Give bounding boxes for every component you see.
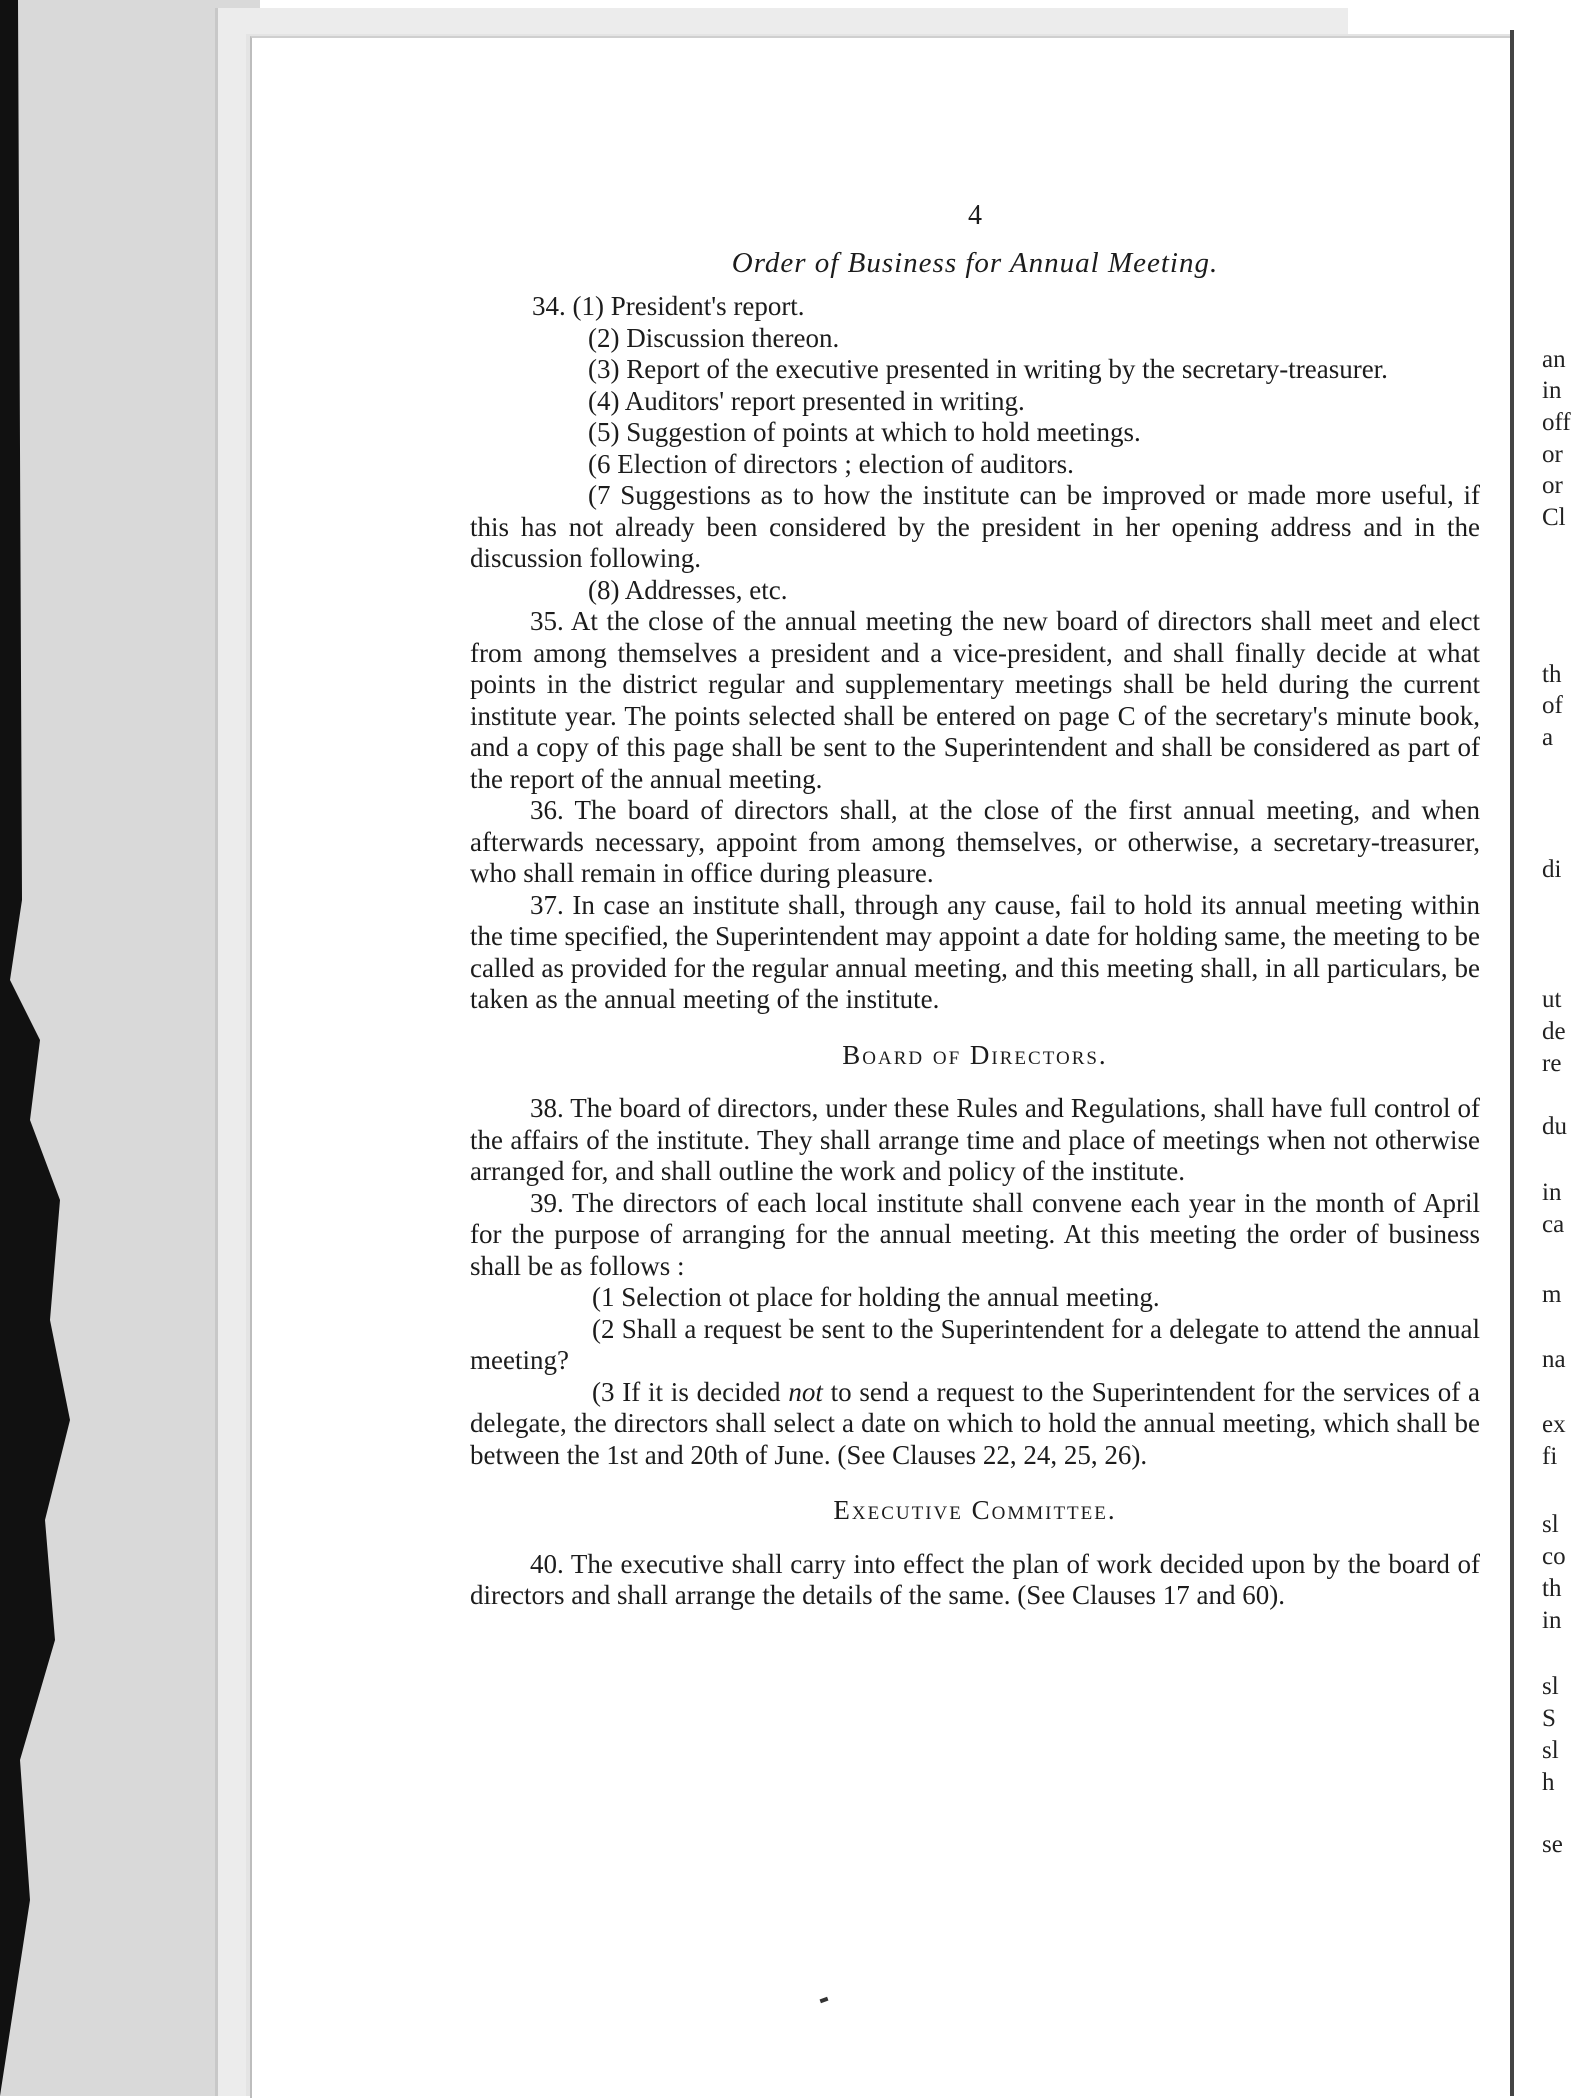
facing-page-fragment: th: [1542, 1575, 1562, 1602]
item-39-1: (1 Selection ot place for holding the annual meeting.: [592, 1282, 1160, 1312]
facing-page-fragment: an: [1542, 346, 1566, 373]
facing-page-fragment: fi: [1542, 1443, 1558, 1470]
facing-page-fragment: in: [1542, 1179, 1562, 1206]
item-39-3-pre: (3 If it is decided: [592, 1376, 789, 1407]
facing-page-fragment: re: [1542, 1050, 1562, 1077]
facing-page-fragment: du: [1542, 1113, 1567, 1140]
clause-35: 35. At the close of the annual meeting the new board of directors shall meet and elect from among themselves a president and a vice-president, and shall finally decide at what points in the district regular and supplementary meetings shall be held during the current institute year. The points selected shall be entered on page C of the secretary's minute book, and a copy of this page shall be sent to the Superintendent and shall be considered as part of the report of the annual meeting.: [470, 606, 1480, 794]
item-34-4: (4) Auditors' report presented in writing.: [588, 385, 1025, 416]
facing-page-fragment: in: [1542, 1607, 1562, 1634]
facing-page-fragment: off: [1542, 409, 1571, 436]
clause-40: 40. The executive shall carry into effect the plan of work decided upon by the board of directors and shall arrange the details of the same. (See Clauses 17 and 60).: [470, 1548, 1480, 1610]
facing-page-fragment: sl: [1542, 1737, 1559, 1764]
clause-39: 39. The directors of each local institute shall convene each year in the month of April for the purpose of arranging for the annual meeting. At this meeting the order of business shall be as follows :: [470, 1187, 1480, 1281]
facing-page-fragment: or: [1542, 472, 1563, 499]
facing-page-fragment: de: [1542, 1018, 1566, 1045]
clause-37: 37. In case an institute shall, through any cause, fail to hold its annual meeting within the time specified, the Superintendent may appoint a date for holding same, the meeting to be called as provided for the regular annual meeting, and this meeting shall, in all particulars, be taken as the annual meeting of the institute.: [470, 889, 1480, 1014]
page-number: 4: [968, 200, 982, 231]
facing-page-fragment: th: [1542, 661, 1562, 688]
facing-page-fragment: na: [1542, 1346, 1566, 1373]
clause-38: 38. The board of directors, under these Rules and Regulations, shall have full control of the affairs of the institute. They shall arrange time and place of meetings when not otherwise arranged for, and shall outline the work and policy of the institute.: [470, 1093, 1480, 1186]
facing-page-fragment: ex: [1542, 1411, 1566, 1438]
item-34-1: 34. (1) President's report.: [532, 291, 805, 321]
item-34-2: (2) Discussion thereon.: [588, 322, 840, 353]
heading-board-of-directors: Board of Directors.: [842, 1039, 1108, 1070]
heading-executive-committee: Executive Committee.: [833, 1495, 1117, 1525]
item-39-3-emphasis: not: [788, 1376, 823, 1407]
facing-page-fragment: of: [1542, 692, 1563, 719]
torn-page-edge: [0, 0, 80, 2096]
facing-page-fragment: h: [1542, 1769, 1555, 1796]
page-content: [470, 200, 1480, 1612]
facing-page-fragment: sl: [1542, 1511, 1559, 1538]
facing-page-fragment: in: [1542, 377, 1562, 404]
facing-page-fragment: a: [1542, 724, 1554, 751]
facing-page-fragment: sl: [1542, 1673, 1559, 1700]
item-34-6: (6 Election of directors ; election of auditors.: [588, 448, 1074, 479]
facing-page-fragment: se: [1542, 1831, 1563, 1858]
item-34-5: (5) Suggestion of points at which to hold meetings.: [588, 417, 1141, 447]
item-34-3: (3) Report of the executive presented in writing by the secretary-treasurer.: [588, 354, 1388, 384]
clause-36: 36. The board of directors shall, at the close of the first annual meeting, and when afterwards necessary, appoint from among themselves, or otherwise, a secretary-treasurer, who shall remain in office during pleasure.: [470, 795, 1480, 888]
facing-page-fragment: S: [1542, 1705, 1556, 1732]
facing-page-fragment: or: [1542, 441, 1563, 468]
item-34-8: (8) Addresses, etc.: [588, 574, 788, 605]
item-39-2: (2 Shall a request be sent to the Superintendent for a delegate to attend the annual meeting?: [470, 1313, 1480, 1375]
facing-page-fragment: co: [1542, 1543, 1566, 1570]
facing-page-fragment: m: [1542, 1281, 1562, 1308]
facing-page-fragment: di: [1542, 856, 1562, 883]
item-39-3-post: to send a request to the Superintendent for the services of a delegate, the directors shall select a date on which to hold the annual meeting, which shall be between the 1st and 20th of June. (See Clauses 22, 24, 25, 26).: [470, 1376, 1480, 1470]
item-39-3: [470, 1377, 1480, 1472]
facing-page-fragment: ut: [1542, 986, 1562, 1013]
section-title: Order of Business for Annual Meeting.: [731, 246, 1219, 279]
facing-page-fragment: ca: [1542, 1211, 1565, 1238]
item-34-7: (7 Suggestions as to how the institute can be improved or made more useful, if this has not already been considered by the president in her opening address and in the discussion following.: [470, 480, 1480, 573]
facing-page-fragment: Cl: [1542, 504, 1566, 531]
facing-page-edge: [1514, 0, 1576, 2096]
